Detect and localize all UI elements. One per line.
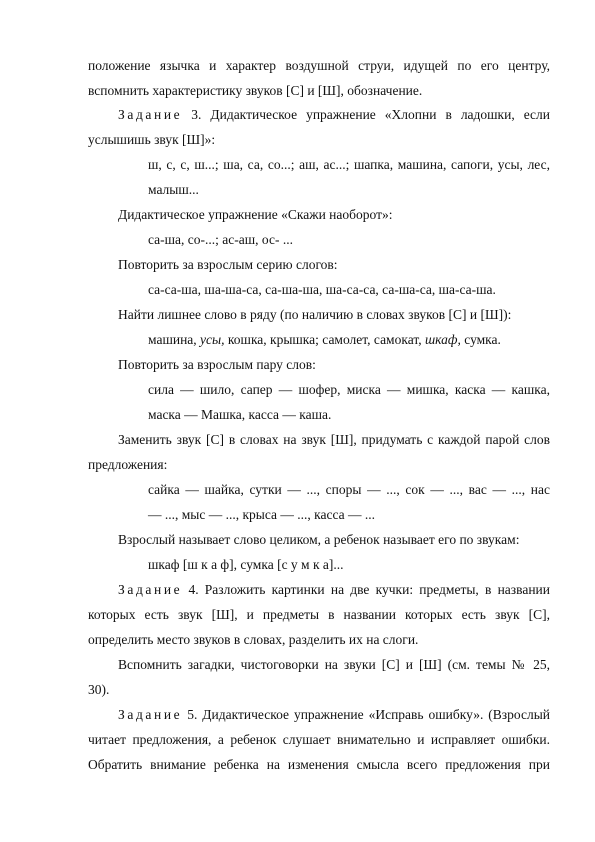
- exercise-line: [148, 482, 550, 498]
- exercise-line: [148, 407, 331, 423]
- text-span: Повторить за взрослым серию слогов:: [118, 257, 338, 272]
- text-span: Заменить звук [С] в словах на звук [Ш], придумать с каждой парой слов: [118, 432, 550, 447]
- text-line: [88, 83, 422, 99]
- text-span: малыш...: [148, 182, 199, 197]
- exercise-line: [148, 332, 501, 348]
- text-line: [118, 207, 392, 223]
- exercise-line: [148, 557, 344, 573]
- text-span: 4. Разложить картинки на две кучки: предметы, в названии: [188, 582, 550, 597]
- italic-word: усы,: [200, 332, 225, 347]
- text-span: читает предложения, а ребенок слушает внимательно и исправляет ошибки.: [88, 732, 550, 747]
- text-line: [118, 307, 511, 323]
- text-line: [88, 132, 215, 148]
- text-span: Дидактическое упражнение «Скажи наоборот»:: [118, 207, 393, 222]
- text-span: кошка, крышка; самолет, самокат,: [224, 332, 425, 347]
- text-line: [88, 607, 550, 623]
- italic-word: шкаф,: [424, 332, 461, 347]
- text-line: [88, 732, 550, 748]
- text-span: услышишь звук [Ш]»:: [88, 132, 216, 147]
- exercise-line: [148, 382, 550, 398]
- exercise-line: [148, 157, 550, 173]
- text-span: предложения:: [88, 457, 168, 472]
- text-span: Обратить внимание ребенка на изменения смысла всего предложения при: [88, 757, 550, 772]
- text-line: [88, 457, 167, 473]
- text-span: — ..., мыс — ..., крыса — ..., касса — ...: [148, 507, 375, 522]
- text-span: маска — Машка, касса — каша.: [148, 407, 332, 422]
- text-span: сайка — шайка, сутки — ..., споры — ..., сок — ..., вас — ..., нас: [148, 482, 550, 497]
- text-line: [88, 632, 418, 648]
- text-line: [88, 58, 550, 74]
- task-4-heading: [118, 582, 550, 598]
- text-line: [118, 532, 519, 548]
- task-label: Задание: [118, 107, 183, 122]
- text-span: 30).: [88, 682, 110, 697]
- text-span: Взрослый называет слово целиком, а ребенок называет его по звукам:: [118, 532, 520, 547]
- text-span: определить место звуков в словах, разделить их на слоги.: [88, 632, 419, 647]
- task-label: Задание: [118, 582, 183, 597]
- text-span: вспомнить характеристику звуков [С] и [Ш], обозначение.: [88, 83, 423, 98]
- text-span: сумка.: [460, 332, 501, 347]
- text-span: Найти лишнее слово в ряду (по наличию в словах звуков [С] и [Ш]):: [118, 307, 512, 322]
- task-label: Задание: [118, 707, 183, 722]
- text-line: [118, 357, 316, 373]
- text-span: ш, с, с, ш...; ша, са, со...; аш, ас...; шапка, машина, сапоги, усы, лес,: [148, 157, 550, 172]
- text-line: [88, 682, 109, 698]
- text-span: са-ша, со-...; ас-аш, ос- ...: [148, 232, 293, 247]
- text-span: машина,: [148, 332, 201, 347]
- exercise-line: [148, 507, 375, 523]
- exercise-line: [148, 282, 496, 298]
- exercise-line: [148, 232, 293, 248]
- text-span: шкаф [ш к а ф], сумка [с у м к а]...: [148, 557, 344, 572]
- exercise-line: [148, 182, 199, 198]
- text-span: 5. Дидактическое упражнение «Исправь ошибку». (Взрослый: [187, 707, 550, 722]
- text-span: са-са-ша, ша-ша-са, са-ша-ша, ша-са-са, са-ша-са, ша-са-ша.: [148, 282, 496, 297]
- task-5-heading: [118, 707, 550, 723]
- text-span: Вспомнить загадки, чистоговорки на звуки [С] и [Ш] (см. темы № 25,: [118, 657, 550, 672]
- task-3-heading: [118, 107, 550, 123]
- text-line: [118, 432, 550, 448]
- text-span: сила — шило, сапер — шофер, миска — мишка, каска — кашка,: [148, 382, 550, 397]
- text-line: [118, 657, 550, 673]
- text-span: положение язычка и характер воздушной струи, идущей по его центру,: [88, 58, 550, 73]
- text-span: которых есть звук [Ш], и предметы в названии которых есть звук [С],: [88, 607, 550, 622]
- text-span: Повторить за взрослым пару слов:: [118, 357, 316, 372]
- text-span: 3. Дидактическое упражнение «Хлопни в ладошки, если: [191, 107, 550, 122]
- text-line: [118, 257, 338, 273]
- text-line: [88, 757, 550, 773]
